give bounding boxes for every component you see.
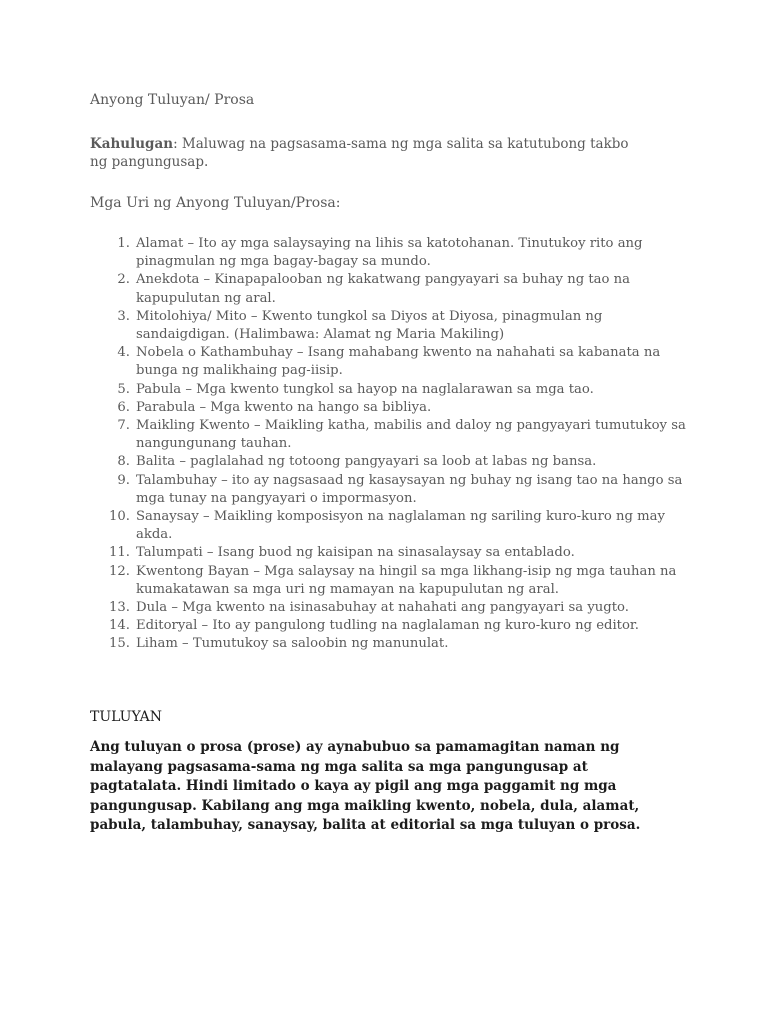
list-item-number: 3. [117,308,130,324]
list-item-text: Dula – Mga kwento na isinasabuhay at nahahati ang pangyayari sa yugto. [136,600,629,616]
list-item-number: 12. [109,563,130,579]
definition-text: : Maluwag na pagsasama-sama ng mga salita sa katutubong takbo ng pangungusap. [90,136,629,170]
list-item [90,399,690,417]
list-item [90,453,690,471]
list-item-text: Editoryal – Ito ay pangulong tudling na naglalaman ng kuro-kuro ng editor. [136,618,639,634]
list-item-number: 10. [109,509,130,525]
list-item [90,617,690,635]
list-item-number: 1. [117,236,130,251]
list-item [90,599,690,617]
list-item-text: Anekdota – Kinapapalooban ng kakatwang pangyayari sa buhay ng tao na kapupulutan ng aral. [136,272,630,306]
definition-paragraph [90,135,650,171]
list-item [90,544,690,562]
list-item [90,344,690,380]
list-item-number: 5. [117,381,130,397]
list-item-text: Liham – Tumutukoy sa saloobin ng manunulat. [136,636,449,652]
list-item [90,417,690,453]
list-item-text: Talumpati – Isang buod ng kaisipan na sinasalaysay sa entablado. [136,545,575,561]
definition-term: Kahulugan [90,136,174,152]
section-heading: TULUYAN [90,709,162,725]
list-item-text: Alamat – Ito ay mga salaysaying na lihis sa katotohanan. Tinutukoy rito ang pinagmulan ng mga bagay-bagay sa mundo. [136,236,643,270]
list-item-text: Balita – paglalahad ng totoong pangyayari sa loob at labas ng bansa. [136,454,597,470]
list-item-number: 8. [117,454,130,470]
list-item-text: Kwentong Bayan – Mga salaysay na hingil sa mga likhang-isip ng mga tauhan na kumakatawan sa mga uri ng mamayan na kapupulutan ng aral. [136,563,677,597]
list-item [90,508,690,544]
list-item-text: Maikling Kwento – Maikling katha, mabilis and daloy ng pangyayari tumutukoy sa nangungunang tauhan. [136,418,686,452]
list-item [90,635,690,653]
types-list [90,235,690,654]
list-item-number: 9. [117,472,130,488]
list-item [90,563,690,599]
list-item-number: 14. [109,618,130,634]
list-item-text: Pabula – Mga kwento tungkol sa hayop na naglalarawan sa mga tao. [136,381,594,397]
list-item-text: Talambuhay – ito ay nagsasaad ng kasaysayan ng buhay ng isang tao na hango sa mga tunay na pangyayari o impormasyon. [136,472,683,506]
list-item-number: 13. [109,600,130,616]
list-item-text: Mitolohiya/ Mito – Kwento tungkol sa Diyos at Diyosa, pinagmulan ng sandaigdigan. (Halimbawa: Alamat ng Maria Makiling) [136,308,603,343]
list-item [90,235,690,271]
list-item-number: 6. [117,399,130,415]
list-item [90,308,690,344]
list-item-number: 15. [109,636,130,652]
list-item [90,472,690,508]
list-item-number: 7. [117,418,130,434]
list-item-text: Nobela o Kathambuhay – Isang mahabang kwento na nahahati sa kabanata na bunga ng malikhaing pag-iisip. [136,345,661,379]
list-item-number: 2. [117,272,130,288]
types-heading: Mga Uri ng Anyong Tuluyan/Prosa: [90,195,341,211]
list-item-number: 11. [109,545,130,561]
list-item-text: Sanaysay – Maikling komposisyon na naglalaman ng sariling kuro-kuro ng may akda. [136,509,665,543]
list-item-number: 4. [117,345,130,361]
document-title: Anyong Tuluyan/ Prosa [90,92,255,108]
tuluyan-paragraph: Ang tuluyan o prosa (prose) ay aynabubuo sa pamamagitan naman ng malayang pagsasama-sama ng mga salita sa mga pangungusap at pagtatalata. Hindi limitado o kaya ay pigil ang mga paggamit ng mga pangungusap. Kabilang ang mga maikling kwento, nobela, dula, alamat, pabula, talambuhay, sanaysay, balita at editorial sa mga tuluyan o prosa. [90,739,641,834]
list-item [90,271,690,307]
list-item [90,381,690,399]
list-item-text: Parabula – Mga kwento na hango sa bibliya. [136,399,432,415]
